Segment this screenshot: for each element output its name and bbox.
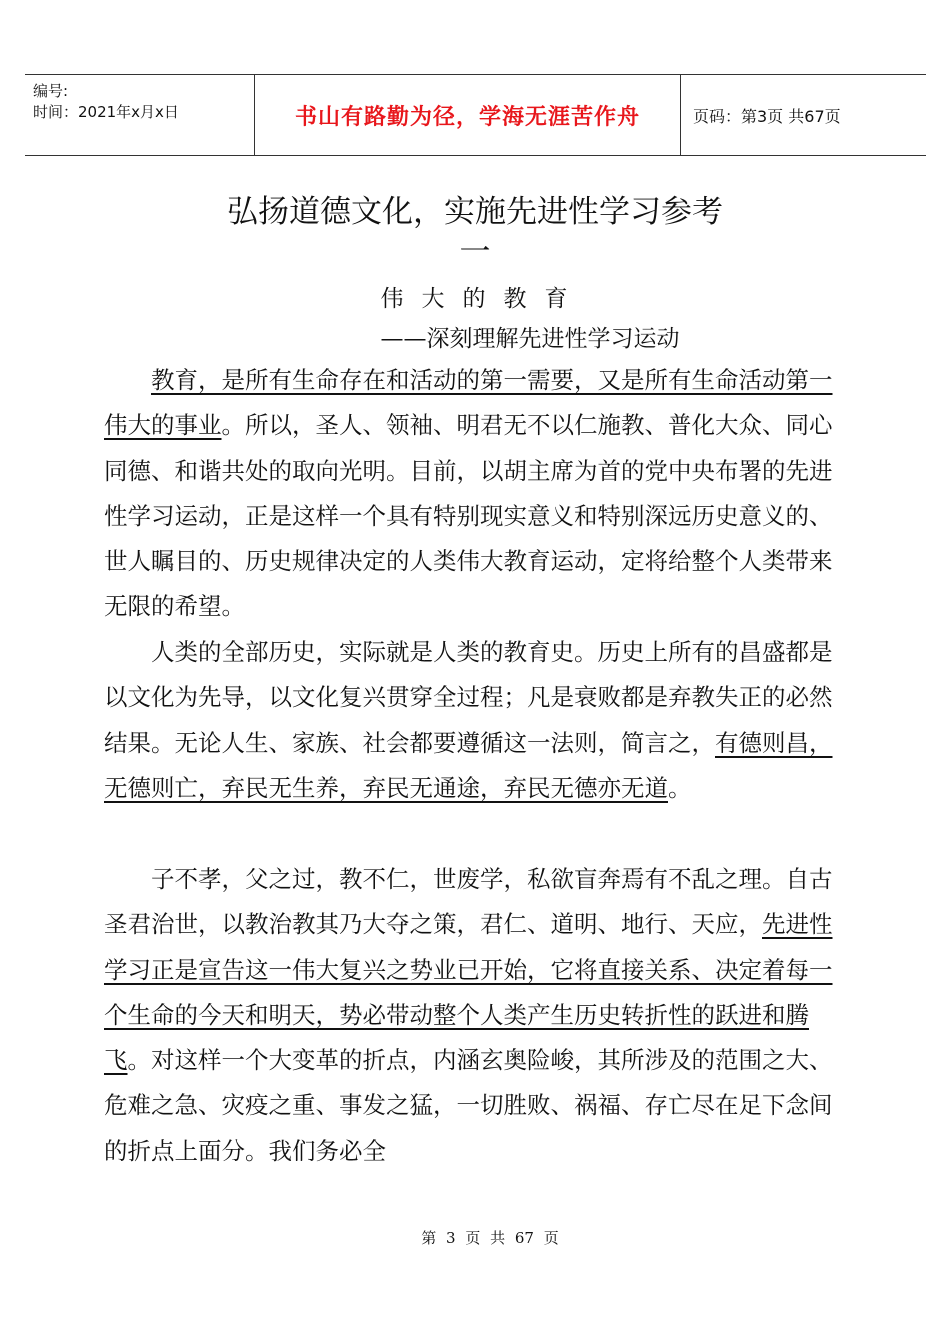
paragraph-3 [104, 857, 850, 1174]
paragraph-3-text: 子不孝，父之过，教不仁，世废学，私欲盲奔焉有不乱之理。自古圣君治世，以教治教其乃大夺之策，君仁、道明、地行、天应， [104, 865, 833, 939]
page-footer: 第 3 页 共 67 页 [421, 1229, 559, 1247]
document-time-label: 时间：2021年x月x日 [33, 103, 179, 121]
document-title: 弘扬道德文化，实施先进性学习参考 [227, 194, 723, 230]
paragraph-2-text: 人类的全部历史，实际就是人类的教育史。历史上所有的昌盛都是以文化为先导，以文化复兴贯穿全过程；凡是衰败都是弃教失正的必然结果。无论人生、家族、社会都要遵循这一法则，简言之， [104, 638, 833, 757]
paragraph-1-underlined: 教育，是所有生命存在和活动的第一需要，又是所有生命活动第一伟大的事业 [104, 366, 833, 440]
section-heading: 伟大的教育 [380, 286, 586, 312]
paragraph-3-underlined: 先进性学习正是宣告这一伟大复兴之势业已开始，它将直接关系、决定着每一个生命的今天和明天，势必带动整个人类产生历史转折性的跃进和腾飞 [104, 910, 833, 1075]
document-title-numeral: 一 [459, 234, 491, 270]
header-motto: 书山有路勤为径，学海无涯苦作舟 [255, 75, 681, 155]
header-meta [25, 75, 255, 155]
paragraph-1 [104, 358, 850, 630]
paragraph-3-rest: 。对这样一个大变革的折点，内涵玄奥险峻，其所涉及的范围之大、危难之急、灾疫之重、事发之猛，一切胜败、祸福、存亡尽在足下念间的折点上面分。我们务必全 [104, 1046, 833, 1165]
page-header [25, 74, 926, 156]
paragraph-2-underlined: 有德则昌，无德则亡，弃民无生养，弃民无通途，弃民无德亦无道 [104, 728, 833, 802]
section-subheading: ——深刻理解先进性学习运动 [380, 326, 680, 352]
paragraph-1-text: 。所以，圣人、领袖、明君无不以仁施教、普化大众、同心同德、和谐共处的取向光明。目前，以胡主席为首的党中央布署的先进性学习运动，正是这样一个具有特别现实意义和特别深远历史意义的、世人瞩目的、历史规律决定的人类伟大教育运动，定将给整个人类带来无限的希望。 [104, 411, 833, 621]
header-page-info: 页码：第3页 共67页 [693, 106, 841, 126]
document-number-label: 编号: [33, 82, 69, 100]
paragraph-2-end: 。 [668, 773, 692, 802]
paragraph-2 [104, 630, 850, 811]
